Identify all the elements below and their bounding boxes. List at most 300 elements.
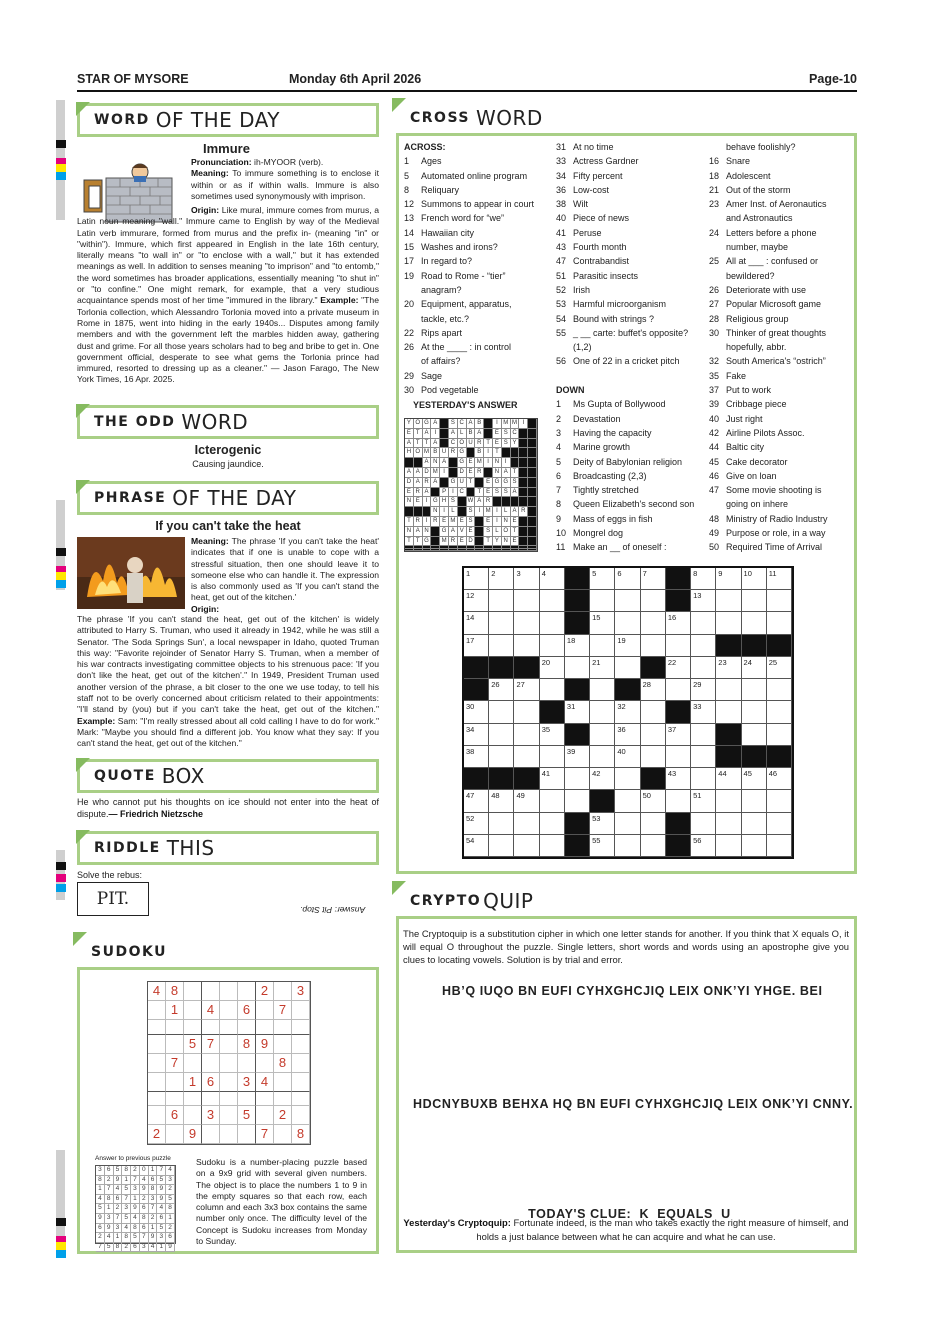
answer-cell: 9 bbox=[140, 1185, 149, 1195]
sudoku-cell[interactable]: 9 bbox=[256, 1035, 274, 1054]
sudoku-cell[interactable]: 6 bbox=[166, 1106, 184, 1125]
crossword-cell[interactable] bbox=[565, 657, 590, 679]
crossword-cell[interactable]: 13 bbox=[691, 590, 716, 612]
crossword-cell[interactable] bbox=[514, 724, 539, 746]
sudoku-cell[interactable] bbox=[238, 1125, 256, 1144]
across-down-clues-col2 bbox=[556, 140, 720, 555]
crossword-cell[interactable]: 56 bbox=[691, 835, 716, 857]
crossword-cell[interactable]: 18 bbox=[565, 635, 590, 657]
sudoku-cell[interactable]: 5 bbox=[238, 1106, 256, 1125]
crossword-cell[interactable] bbox=[641, 835, 666, 857]
crossword-cell[interactable]: 5 bbox=[590, 568, 615, 590]
answer-cell: 4 bbox=[131, 1214, 140, 1224]
crossword-cell[interactable] bbox=[489, 635, 514, 657]
sudoku-cell[interactable] bbox=[256, 1054, 274, 1073]
crossword-cell[interactable] bbox=[489, 746, 514, 768]
sudoku-cell[interactable]: 8 bbox=[166, 982, 184, 1001]
sudoku-cell[interactable] bbox=[292, 1035, 310, 1054]
sudoku-cell[interactable] bbox=[220, 1125, 238, 1144]
crossword-cell[interactable]: 53 bbox=[590, 813, 615, 835]
answer-black-square bbox=[440, 439, 449, 449]
crossword-cell[interactable] bbox=[540, 790, 565, 812]
crossword-cell[interactable]: 41 bbox=[540, 768, 565, 790]
clue-item: 1 Ms Gupta of Bollywood bbox=[556, 399, 666, 410]
answer-black-square bbox=[475, 549, 484, 551]
answer-letter: T bbox=[511, 468, 520, 478]
crossword-cell[interactable] bbox=[767, 612, 792, 634]
sudoku-cell[interactable] bbox=[292, 1073, 310, 1092]
crossword-cell[interactable]: 44 bbox=[716, 768, 741, 790]
answer-letter: G bbox=[431, 497, 440, 507]
sudoku-cell[interactable] bbox=[256, 1001, 274, 1020]
clue-item: anagram? bbox=[421, 284, 462, 295]
crossword-cell[interactable] bbox=[540, 679, 565, 701]
sudoku-cell[interactable] bbox=[292, 1106, 310, 1125]
crossword-cell[interactable] bbox=[716, 679, 741, 701]
sudoku-cell[interactable] bbox=[220, 1073, 238, 1092]
crossword-cell[interactable] bbox=[742, 835, 767, 857]
answer-letter: T bbox=[405, 517, 414, 527]
crossword-cell[interactable] bbox=[641, 590, 666, 612]
sudoku-cell[interactable] bbox=[166, 1092, 184, 1107]
crossword-cell[interactable] bbox=[716, 612, 741, 634]
clue-item: 22 Rips apart bbox=[404, 327, 463, 338]
crossword-cell[interactable] bbox=[691, 635, 716, 657]
crossword-cell[interactable] bbox=[767, 701, 792, 723]
answer-letter: M bbox=[511, 419, 520, 429]
crossword-cell[interactable] bbox=[590, 701, 615, 723]
crossword-cell[interactable] bbox=[540, 590, 565, 612]
answer-cell: 9 bbox=[166, 1243, 175, 1253]
sudoku-cell[interactable] bbox=[274, 1073, 292, 1092]
answer-cell: 3 bbox=[149, 1195, 158, 1205]
answer-letter: R bbox=[414, 517, 423, 527]
quote-text: He who cannot put his thoughts on ice should not enter into the heat of dispute.— Friedrich Nietzsche bbox=[77, 797, 379, 819]
answer-cell: 2 bbox=[122, 1243, 131, 1253]
answer-black-square bbox=[414, 549, 423, 551]
crossword-cell[interactable]: 30 bbox=[464, 701, 489, 723]
sudoku-cell[interactable] bbox=[292, 1054, 310, 1073]
answer-letter: E bbox=[467, 468, 476, 478]
sudoku-cell[interactable] bbox=[202, 1092, 220, 1107]
answer-black-square bbox=[431, 488, 440, 498]
answer-letter: G bbox=[458, 448, 467, 458]
crossword-cell[interactable] bbox=[489, 701, 514, 723]
crossword-cell[interactable]: 27 bbox=[514, 679, 539, 701]
crossword-cell[interactable]: 28 bbox=[641, 679, 666, 701]
crossword-cell[interactable] bbox=[540, 635, 565, 657]
crossword-cell[interactable] bbox=[641, 701, 666, 723]
crossword-cell[interactable] bbox=[590, 746, 615, 768]
sudoku-cell[interactable]: 1 bbox=[184, 1073, 202, 1092]
crossword-cell[interactable] bbox=[615, 590, 640, 612]
sudoku-cell[interactable] bbox=[220, 1035, 238, 1054]
answer-black-square bbox=[431, 549, 440, 551]
crossword-cell[interactable]: 29 bbox=[691, 679, 716, 701]
crossword-cell[interactable] bbox=[716, 790, 741, 812]
crossword-cell[interactable]: 50 bbox=[641, 790, 666, 812]
crossword-cell[interactable]: 6 bbox=[615, 568, 640, 590]
crossword-cell[interactable] bbox=[666, 790, 691, 812]
crossword-cell[interactable] bbox=[742, 590, 767, 612]
sudoku-cell[interactable] bbox=[166, 1020, 184, 1035]
crossword-cell[interactable] bbox=[767, 790, 792, 812]
clue-item: 7 Tightly stretched bbox=[556, 485, 639, 496]
sudoku-cell[interactable] bbox=[148, 1035, 166, 1054]
sudoku-cell[interactable] bbox=[148, 1073, 166, 1092]
sudoku-cell[interactable] bbox=[148, 1054, 166, 1073]
sudoku-cell[interactable]: 2 bbox=[148, 1125, 166, 1144]
sudoku-cell[interactable] bbox=[220, 1106, 238, 1125]
sudoku-cell[interactable] bbox=[148, 1020, 166, 1035]
crossword-cell[interactable]: 16 bbox=[666, 612, 691, 634]
crossword-cell[interactable]: 38 bbox=[464, 746, 489, 768]
sudoku-cell[interactable]: 8 bbox=[292, 1125, 310, 1144]
clue-item: 56 One of 22 in a cricket pitch bbox=[556, 356, 680, 367]
crossword-cell[interactable]: 2 bbox=[489, 568, 514, 590]
answer-cell: 5 bbox=[122, 1214, 131, 1224]
reg-mark-black bbox=[56, 140, 66, 148]
sudoku-cell[interactable] bbox=[184, 1001, 202, 1020]
crossword-cell[interactable]: 23 bbox=[716, 657, 741, 679]
black-square bbox=[666, 568, 691, 590]
sudoku-cell[interactable] bbox=[184, 982, 202, 1001]
sudoku-cell[interactable]: 3 bbox=[292, 982, 310, 1001]
sudoku-cell[interactable] bbox=[292, 1092, 310, 1107]
black-square bbox=[742, 746, 767, 768]
sudoku-cell[interactable] bbox=[148, 1092, 166, 1107]
sudoku-cell[interactable] bbox=[274, 1125, 292, 1144]
crossword-cell[interactable]: 20 bbox=[540, 657, 565, 679]
answer-cell: 9 bbox=[96, 1214, 105, 1224]
sudoku-cell[interactable] bbox=[184, 1106, 202, 1125]
crossword-cell[interactable] bbox=[615, 612, 640, 634]
sudoku-cell[interactable] bbox=[166, 1035, 184, 1054]
crossword-cell[interactable] bbox=[540, 813, 565, 835]
crossword-cell[interactable]: 14 bbox=[464, 612, 489, 634]
crossword-cell[interactable] bbox=[641, 724, 666, 746]
crossword-cell[interactable]: 11 bbox=[767, 568, 792, 590]
crossword-cell[interactable]: 55 bbox=[590, 835, 615, 857]
crossword-cell[interactable] bbox=[514, 635, 539, 657]
sudoku-grid[interactable] bbox=[147, 981, 311, 1145]
crossword-cell[interactable] bbox=[540, 746, 565, 768]
sudoku-cell[interactable] bbox=[148, 1001, 166, 1020]
crossword-cell[interactable] bbox=[742, 790, 767, 812]
crossword-cell[interactable]: 46 bbox=[767, 768, 792, 790]
crossword-cell[interactable] bbox=[716, 590, 741, 612]
crossword-cell[interactable]: 26 bbox=[489, 679, 514, 701]
crossword-cell[interactable]: 25 bbox=[767, 657, 792, 679]
crossword-cell[interactable] bbox=[742, 612, 767, 634]
clue-item: 46 Give on loan bbox=[709, 470, 777, 481]
answer-black-square bbox=[484, 549, 493, 551]
sudoku-cell[interactable] bbox=[256, 1020, 274, 1035]
sudoku-cell[interactable]: 3 bbox=[202, 1106, 220, 1125]
sudoku-cell[interactable] bbox=[292, 1020, 310, 1035]
crossword-cell[interactable] bbox=[641, 746, 666, 768]
crossword-cell[interactable]: 3 bbox=[514, 568, 539, 590]
spacer bbox=[556, 369, 720, 383]
crossword-cell[interactable]: 15 bbox=[590, 612, 615, 634]
sudoku-cell[interactable]: 2 bbox=[256, 982, 274, 1001]
sudoku-cell[interactable] bbox=[274, 982, 292, 1001]
crossword-cell[interactable] bbox=[489, 590, 514, 612]
riddle-heading: RIDDLE THIS bbox=[77, 831, 379, 865]
crossword-cell[interactable] bbox=[691, 657, 716, 679]
crossword-cell[interactable] bbox=[540, 612, 565, 634]
answer-letter: A bbox=[475, 497, 484, 507]
crossword-cell[interactable] bbox=[716, 835, 741, 857]
answer-cell: 9 bbox=[157, 1185, 166, 1195]
sudoku-cell[interactable] bbox=[184, 1092, 202, 1107]
answer-cell: 5 bbox=[105, 1243, 114, 1253]
crossword-cell[interactable] bbox=[691, 768, 716, 790]
sudoku-cell[interactable]: 5 bbox=[184, 1035, 202, 1054]
crossword-cell[interactable] bbox=[742, 724, 767, 746]
sudoku-cell[interactable]: 4 bbox=[256, 1073, 274, 1092]
sudoku-cell[interactable]: 8 bbox=[274, 1054, 292, 1073]
crossword-cell[interactable]: 51 bbox=[691, 790, 716, 812]
crossword-cell[interactable] bbox=[615, 657, 640, 679]
sudoku-cell[interactable]: 1 bbox=[166, 1001, 184, 1020]
crossword-cell[interactable] bbox=[615, 835, 640, 857]
crossword-cell[interactable]: 36 bbox=[615, 724, 640, 746]
crossword-cell[interactable] bbox=[590, 679, 615, 701]
sudoku-cell[interactable] bbox=[238, 1092, 256, 1107]
sudoku-cell[interactable]: 6 bbox=[202, 1073, 220, 1092]
answer-letter: T bbox=[414, 439, 423, 449]
crossword-cell[interactable]: 43 bbox=[666, 768, 691, 790]
answer-cell: 7 bbox=[105, 1185, 114, 1195]
crossword-cell[interactable] bbox=[691, 612, 716, 634]
crossword-cell[interactable] bbox=[615, 813, 640, 835]
crossword-cell[interactable]: 1 bbox=[464, 568, 489, 590]
crossword-cell[interactable]: 17 bbox=[464, 635, 489, 657]
answer-black-square bbox=[475, 527, 484, 537]
sudoku-cell[interactable] bbox=[220, 1020, 238, 1035]
answer-cell: 3 bbox=[166, 1176, 175, 1186]
crossword-cell[interactable] bbox=[641, 635, 666, 657]
answer-letter: R bbox=[414, 488, 423, 498]
crossword-cell[interactable] bbox=[666, 746, 691, 768]
crossword-cell[interactable] bbox=[565, 768, 590, 790]
answer-black-square bbox=[475, 517, 484, 527]
crossword-cell[interactable]: 19 bbox=[615, 635, 640, 657]
crossword-cell[interactable] bbox=[514, 590, 539, 612]
crossword-cell[interactable]: 35 bbox=[540, 724, 565, 746]
crossword-cell[interactable]: 8 bbox=[691, 568, 716, 590]
crossword-cell[interactable]: 32 bbox=[615, 701, 640, 723]
sudoku-cell[interactable] bbox=[238, 982, 256, 1001]
sudoku-cell[interactable] bbox=[274, 1092, 292, 1107]
crossword-cell[interactable]: 42 bbox=[590, 768, 615, 790]
sudoku-cell[interactable] bbox=[184, 1020, 202, 1035]
crossword-cell[interactable] bbox=[514, 612, 539, 634]
yesterdays-answer-grid bbox=[404, 418, 538, 552]
crossword-cell[interactable]: 9 bbox=[716, 568, 741, 590]
answer-letter: U bbox=[467, 439, 476, 449]
answer-letter: D bbox=[423, 468, 432, 478]
answer-letter: U bbox=[440, 448, 449, 458]
sudoku-cell[interactable] bbox=[166, 1125, 184, 1144]
clue-item: 34 Fifty percent bbox=[556, 170, 623, 181]
crossword-cell[interactable] bbox=[489, 612, 514, 634]
crossword-cell[interactable]: 7 bbox=[641, 568, 666, 590]
crossword-cell[interactable] bbox=[691, 746, 716, 768]
sudoku-cell[interactable] bbox=[202, 1054, 220, 1073]
crossword-cell[interactable]: 40 bbox=[615, 746, 640, 768]
sudoku-cell[interactable] bbox=[256, 1092, 274, 1107]
crossword-cell[interactable] bbox=[540, 835, 565, 857]
sudoku-cell[interactable] bbox=[220, 982, 238, 1001]
crossword-cell[interactable]: 45 bbox=[742, 768, 767, 790]
crossword-cell[interactable]: 22 bbox=[666, 657, 691, 679]
crossword-cell[interactable]: 12 bbox=[464, 590, 489, 612]
sudoku-cell[interactable] bbox=[220, 1092, 238, 1107]
sudoku-cell[interactable] bbox=[202, 1125, 220, 1144]
crossword-cell[interactable] bbox=[742, 701, 767, 723]
answer-cell: 1 bbox=[114, 1233, 123, 1243]
answer-letter: I bbox=[493, 517, 502, 527]
odd-word-definition: Causing jaundice. bbox=[192, 459, 264, 469]
crossword-cell[interactable] bbox=[767, 679, 792, 701]
clue-item: 44 Baltic city bbox=[709, 442, 765, 453]
crossword-cell[interactable] bbox=[767, 835, 792, 857]
crossword-cell[interactable] bbox=[489, 835, 514, 857]
crossword-cell[interactable] bbox=[767, 813, 792, 835]
answer-cell: 4 bbox=[140, 1176, 149, 1186]
clue-item: 17 In regard to? bbox=[404, 256, 473, 267]
answer-black-square bbox=[431, 527, 440, 537]
crossword-cell[interactable] bbox=[489, 813, 514, 835]
sudoku-cell[interactable]: 4 bbox=[148, 982, 166, 1001]
sudoku-cell[interactable] bbox=[292, 1001, 310, 1020]
crossword-cell[interactable]: 33 bbox=[691, 701, 716, 723]
sudoku-cell[interactable]: 7 bbox=[166, 1054, 184, 1073]
word-of-day-heading: WORD OF THE DAY bbox=[77, 103, 379, 137]
answer-cell: 2 bbox=[166, 1224, 175, 1234]
crossword-cell[interactable] bbox=[514, 746, 539, 768]
crossword-cell[interactable] bbox=[489, 724, 514, 746]
crossword-cell[interactable] bbox=[716, 701, 741, 723]
crossword-cell[interactable] bbox=[590, 724, 615, 746]
crossword-cell[interactable] bbox=[514, 813, 539, 835]
crossword-cell[interactable]: 37 bbox=[666, 724, 691, 746]
crossword-cell[interactable] bbox=[641, 612, 666, 634]
crossword-cell[interactable] bbox=[666, 635, 691, 657]
sudoku-cell[interactable] bbox=[166, 1073, 184, 1092]
sudoku-cell[interactable] bbox=[274, 1020, 292, 1035]
crossword-cell[interactable] bbox=[691, 813, 716, 835]
crossword-cell[interactable]: 48 bbox=[489, 790, 514, 812]
crossword-cell[interactable]: 34 bbox=[464, 724, 489, 746]
sudoku-cell[interactable]: 2 bbox=[274, 1106, 292, 1125]
crossword-cell[interactable] bbox=[742, 813, 767, 835]
sudoku-cell[interactable]: 4 bbox=[202, 1001, 220, 1020]
sudoku-cell[interactable]: 8 bbox=[238, 1035, 256, 1054]
crossword-cell[interactable]: 24 bbox=[742, 657, 767, 679]
answer-black-square bbox=[423, 507, 432, 517]
answer-black-square bbox=[502, 448, 511, 458]
answer-letter: S bbox=[502, 488, 511, 498]
sudoku-cell[interactable]: 9 bbox=[184, 1125, 202, 1144]
crossword-cell[interactable]: 54 bbox=[464, 835, 489, 857]
crossword-cell[interactable]: 49 bbox=[514, 790, 539, 812]
sudoku-cell[interactable] bbox=[220, 1054, 238, 1073]
sudoku-cell[interactable]: 7 bbox=[202, 1035, 220, 1054]
answer-black-square bbox=[519, 497, 528, 507]
sudoku-cell[interactable] bbox=[202, 1020, 220, 1035]
crossword-cell[interactable]: 4 bbox=[540, 568, 565, 590]
crossword-cell[interactable]: 39 bbox=[565, 746, 590, 768]
crossword-cell[interactable] bbox=[641, 813, 666, 835]
crossword-grid[interactable] bbox=[462, 566, 794, 859]
crossword-cell[interactable]: 47 bbox=[464, 790, 489, 812]
answer-letter: B bbox=[475, 419, 484, 429]
crossword-cell[interactable]: 52 bbox=[464, 813, 489, 835]
crossword-cell[interactable] bbox=[590, 635, 615, 657]
sudoku-cell[interactable] bbox=[238, 1020, 256, 1035]
answer-black-square bbox=[414, 507, 423, 517]
sudoku-cell[interactable] bbox=[202, 982, 220, 1001]
corner-mark bbox=[73, 932, 87, 946]
sudoku-cell[interactable]: 7 bbox=[256, 1125, 274, 1144]
sudoku-cell[interactable]: 6 bbox=[238, 1001, 256, 1020]
crossword-cell[interactable] bbox=[742, 679, 767, 701]
sudoku-cell[interactable] bbox=[274, 1035, 292, 1054]
crossword-cell[interactable] bbox=[716, 813, 741, 835]
sudoku-cell[interactable] bbox=[220, 1001, 238, 1020]
phrase-text: If you can't take the heat bbox=[155, 519, 301, 533]
crossword-cell[interactable] bbox=[691, 724, 716, 746]
crossword-cell[interactable]: 31 bbox=[565, 701, 590, 723]
black-square bbox=[464, 657, 489, 679]
answer-cell: 9 bbox=[149, 1233, 158, 1243]
crossword-cell[interactable] bbox=[514, 835, 539, 857]
crossword-cell[interactable] bbox=[615, 768, 640, 790]
answer-letter: R bbox=[431, 517, 440, 527]
sudoku-cell[interactable] bbox=[184, 1054, 202, 1073]
crossword-cell[interactable] bbox=[514, 701, 539, 723]
clue-item: 51 Parasitic insects bbox=[556, 270, 639, 281]
black-square bbox=[489, 768, 514, 790]
clue-item: 15 Washes and irons? bbox=[404, 242, 498, 253]
answer-black-square bbox=[511, 497, 520, 507]
cryptoquip-intro: The Cryptoquip is a substitution cipher in which one letter stands for another. If you think that X equals O, it will equal O throughout the puzzle. Single letters, short words and words using an apostrophe give you clues to locating vowels. Solution is by trial and error. bbox=[403, 928, 849, 965]
sudoku-cell[interactable] bbox=[256, 1106, 274, 1125]
crossword-cell[interactable] bbox=[565, 790, 590, 812]
crossword-cell[interactable]: 21 bbox=[590, 657, 615, 679]
black-square bbox=[641, 768, 666, 790]
crossword-cell[interactable] bbox=[590, 590, 615, 612]
answer-cell: 7 bbox=[122, 1195, 131, 1205]
crossword-cell[interactable]: 10 bbox=[742, 568, 767, 590]
answer-letter: M bbox=[475, 458, 484, 468]
answer-black-square bbox=[519, 458, 528, 468]
crossword-cell[interactable] bbox=[615, 790, 640, 812]
clue-item: 32 South America's “ostrich” bbox=[709, 356, 826, 367]
sudoku-cell[interactable] bbox=[238, 1054, 256, 1073]
crossword-cell[interactable] bbox=[666, 679, 691, 701]
sudoku-cell[interactable]: 3 bbox=[238, 1073, 256, 1092]
crossword-cell[interactable] bbox=[767, 590, 792, 612]
crossword-cell[interactable] bbox=[767, 724, 792, 746]
sudoku-cell[interactable]: 7 bbox=[274, 1001, 292, 1020]
answer-cell: 7 bbox=[149, 1204, 158, 1214]
sudoku-cell[interactable] bbox=[148, 1106, 166, 1125]
answer-letter: D bbox=[405, 478, 414, 488]
